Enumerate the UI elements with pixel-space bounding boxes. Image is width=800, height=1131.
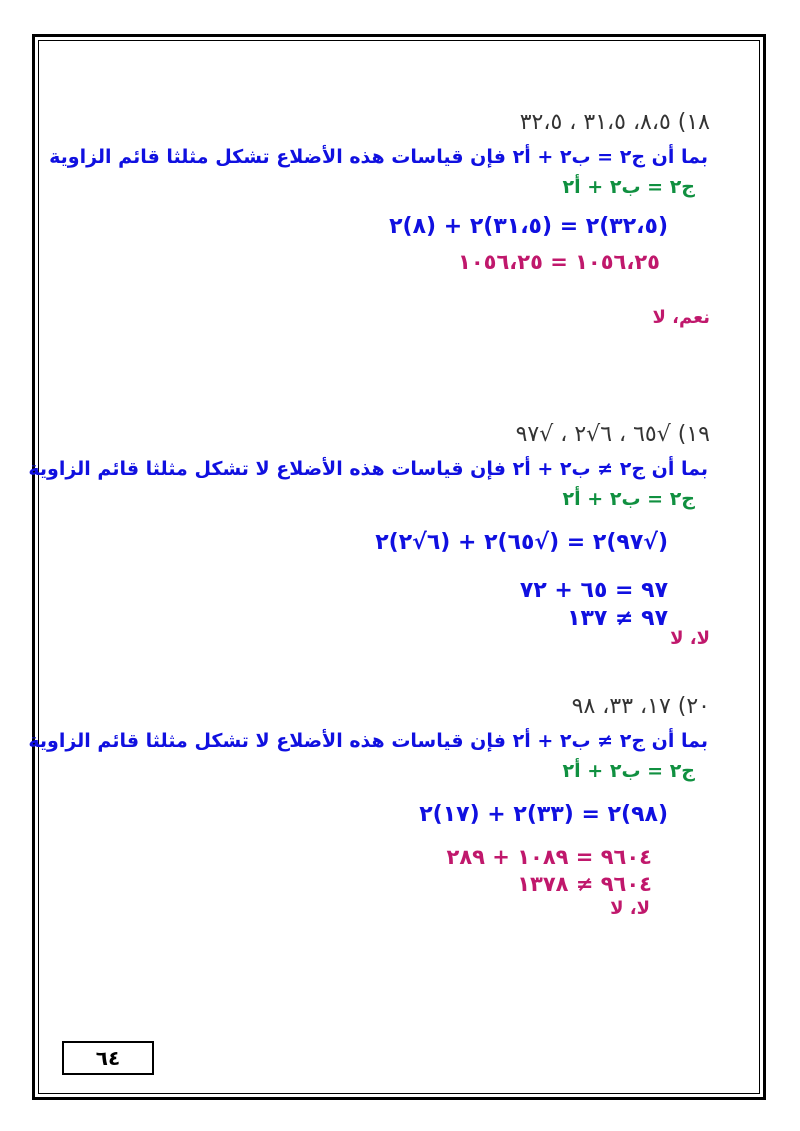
problem-19-header: ١٩) √٦٥ ، ٦√٢ ، √٩٧ [515, 422, 710, 447]
problem-19-formula: ج٢ = ب٢ + أ٢ [562, 488, 695, 510]
page-number-box [62, 1041, 154, 1075]
problem-20-header: ٢٠) ١٧، ٣٣، ٩٨ [571, 694, 710, 719]
page-border-inner [38, 40, 760, 1094]
page-number: ٦٤ [95, 1046, 121, 1070]
problem-20-statement: بما أن ج٢ ≠ ب٢ + أ٢ فإن قياسات هذه الأضلاع لا تشكل مثلثا قائم الزاوية [28, 730, 708, 752]
problem-20-result: ٩٦٠٤ ≠ ١٣٧٨ [517, 872, 652, 896]
problem-18-result: ١٠٥٦،٢٥ = ١٠٥٦،٢٥ [458, 250, 660, 274]
problem-19-statement: بما أن ج٢ ≠ ب٢ + أ٢ فإن قياسات هذه الأضلاع لا تشكل مثلثا قائم الزاوية [28, 458, 708, 480]
problem-18-answer: نعم، لا [652, 307, 710, 328]
problem-20-formula: ج٢ = ب٢ + أ٢ [562, 760, 695, 782]
problem-18-header: ١٨) ٨،٥، ٣١،٥ ، ٣٢،٥ [519, 110, 710, 135]
problem-18-formula: ج٢ = ب٢ + أ٢ [562, 176, 695, 198]
problem-19-substitution: (√٩٧)٢ = (√٦٥)٢ + (٦√٢)٢ [375, 530, 668, 555]
problem-19-step: ٩٧ = ٦٥ + ٧٢ [519, 578, 668, 603]
problem-20-answer: لا، لا [610, 898, 650, 919]
problem-18-substitution: (٣٢،٥)٢ = (٣١،٥)٢ + (٨)٢ [389, 214, 668, 239]
problem-18-statement: بما أن ج٢ = ب٢ + أ٢ فإن قياسات هذه الأضلاع تشكل مثلثا قائم الزاوية [49, 146, 708, 168]
problem-20-step: ٩٦٠٤ = ١٠٨٩ + ٢٨٩ [446, 845, 652, 869]
problem-19-answer: لا، لا [670, 628, 710, 649]
problem-20-substitution: (٩٨)٢ = (٣٣)٢ + (١٧)٢ [419, 802, 668, 827]
problem-19-result: ٩٧ ≠ ١٣٧ [567, 606, 668, 631]
